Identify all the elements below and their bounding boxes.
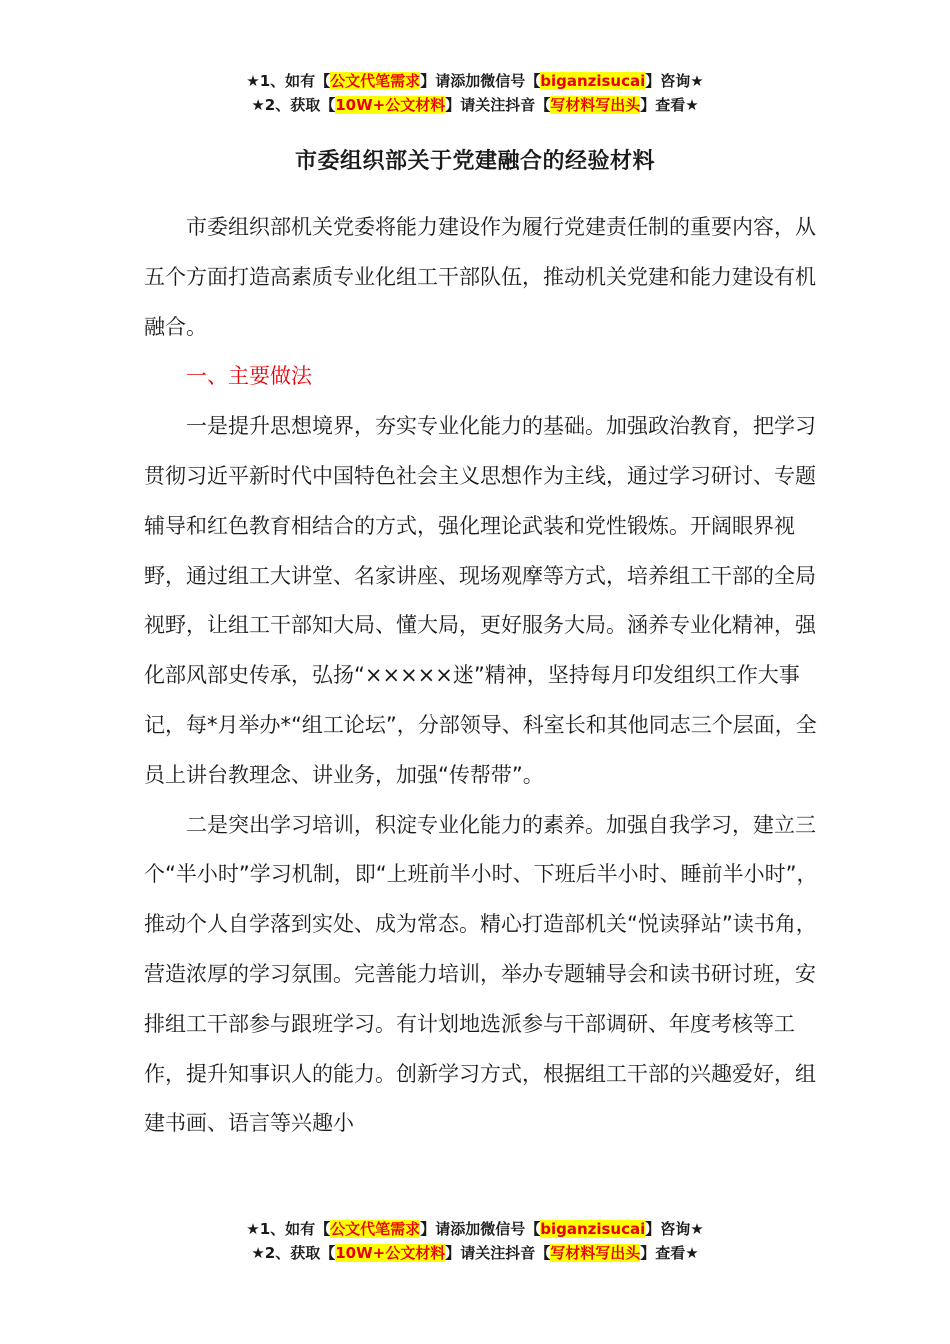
footer-banner [0,1217,950,1265]
banner-douyin-account: 写材料写出头 [550,1244,641,1262]
banner-text: 】请关注抖音【 [445,1244,551,1262]
banner-wechat-id: biganzisucai [540,1220,646,1238]
banner-text: 】请添加微信号【 [420,1220,541,1238]
banner-douyin-account: 写材料写出头 [550,96,641,114]
banner-line-2 [0,93,950,117]
banner-highlight: 公文代笔需求 [330,1220,421,1238]
banner-text: 】查看★ [640,96,699,114]
banner-line-1 [0,69,950,93]
banner-text: 】咨询★ [645,1220,704,1238]
banner-highlight: 10W+公文材料 [335,96,446,114]
banner-highlight: 公文代笔需求 [330,72,421,90]
banner-text: ★1、如有【 [246,1220,331,1238]
section-heading: 一、主要做法 [186,364,312,389]
banner-text: 】咨询★ [645,72,704,90]
intro-paragraph: 市委组织部机关党委将能力建设作为履行党建责任制的重要内容，从五个方面打造高素质专业化组工干部队伍，推动机关党建和能力建设有机融合。 [144,215,816,339]
document-title: 市委组织部关于党建融合的经验材料 [294,149,655,174]
banner-wechat-id: biganzisucai [540,72,646,90]
banner-line-2 [0,1241,950,1265]
banner-text: 】请添加微信号【 [420,72,541,90]
banner-line-1 [0,1217,950,1241]
banner-text: ★2、获取【 [251,1244,336,1262]
banner-text: 】查看★ [640,1244,699,1262]
banner-text: ★2、获取【 [251,96,336,114]
body-paragraph-2: 二是突出学习培训，积淀专业化能力的素养。加强自我学习，建立三个“半小时”学习机制，即“上班前半小时、下班后半小时、睡前半小时”，推动个人自学落到实处、成为常态。精心打造部机关“悦读驿站”读书角，营造浓厚的学习氛围。完善能力培训，举办专题辅导会和读书研讨班，安排组工干部参与跟班学习。有计划地选派参与干部调研、年度考核等工作，提升知事识人的能力。创新学习方式，根据组工干部的兴趣爱好，组建书画、语言等兴趣小 [144,812,818,1136]
header-banner [0,69,950,117]
document-body [144,203,820,1149]
banner-highlight: 10W+公文材料 [335,1244,446,1262]
body-paragraph-1: 一是提升思想境界，夯实专业化能力的基础。加强政治教育，把学习贯彻习近平新时代中国特色社会主义思想作为主线，通过学习研讨、专题辅导和红色教育相结合的方式，强化理论武装和党性锻炼。开阔眼界视野，通过组工大讲堂、名家讲座、现场观摩等方式，培养组工干部的全局视野，让组工干部知大局、懂大局，更好服务大局。涵养专业化精神，强化部风部史传承，弘扬“×××××迷”精神，坚持每月印发组织工作大事记，每*月举办*“组工论坛”，分部领导、科室长和其他同志三个层面，全员上讲台教理念、讲业务，加强“传帮带”。 [144,414,817,787]
banner-text: ★1、如有【 [246,72,331,90]
banner-text: 】请关注抖音【 [445,96,551,114]
